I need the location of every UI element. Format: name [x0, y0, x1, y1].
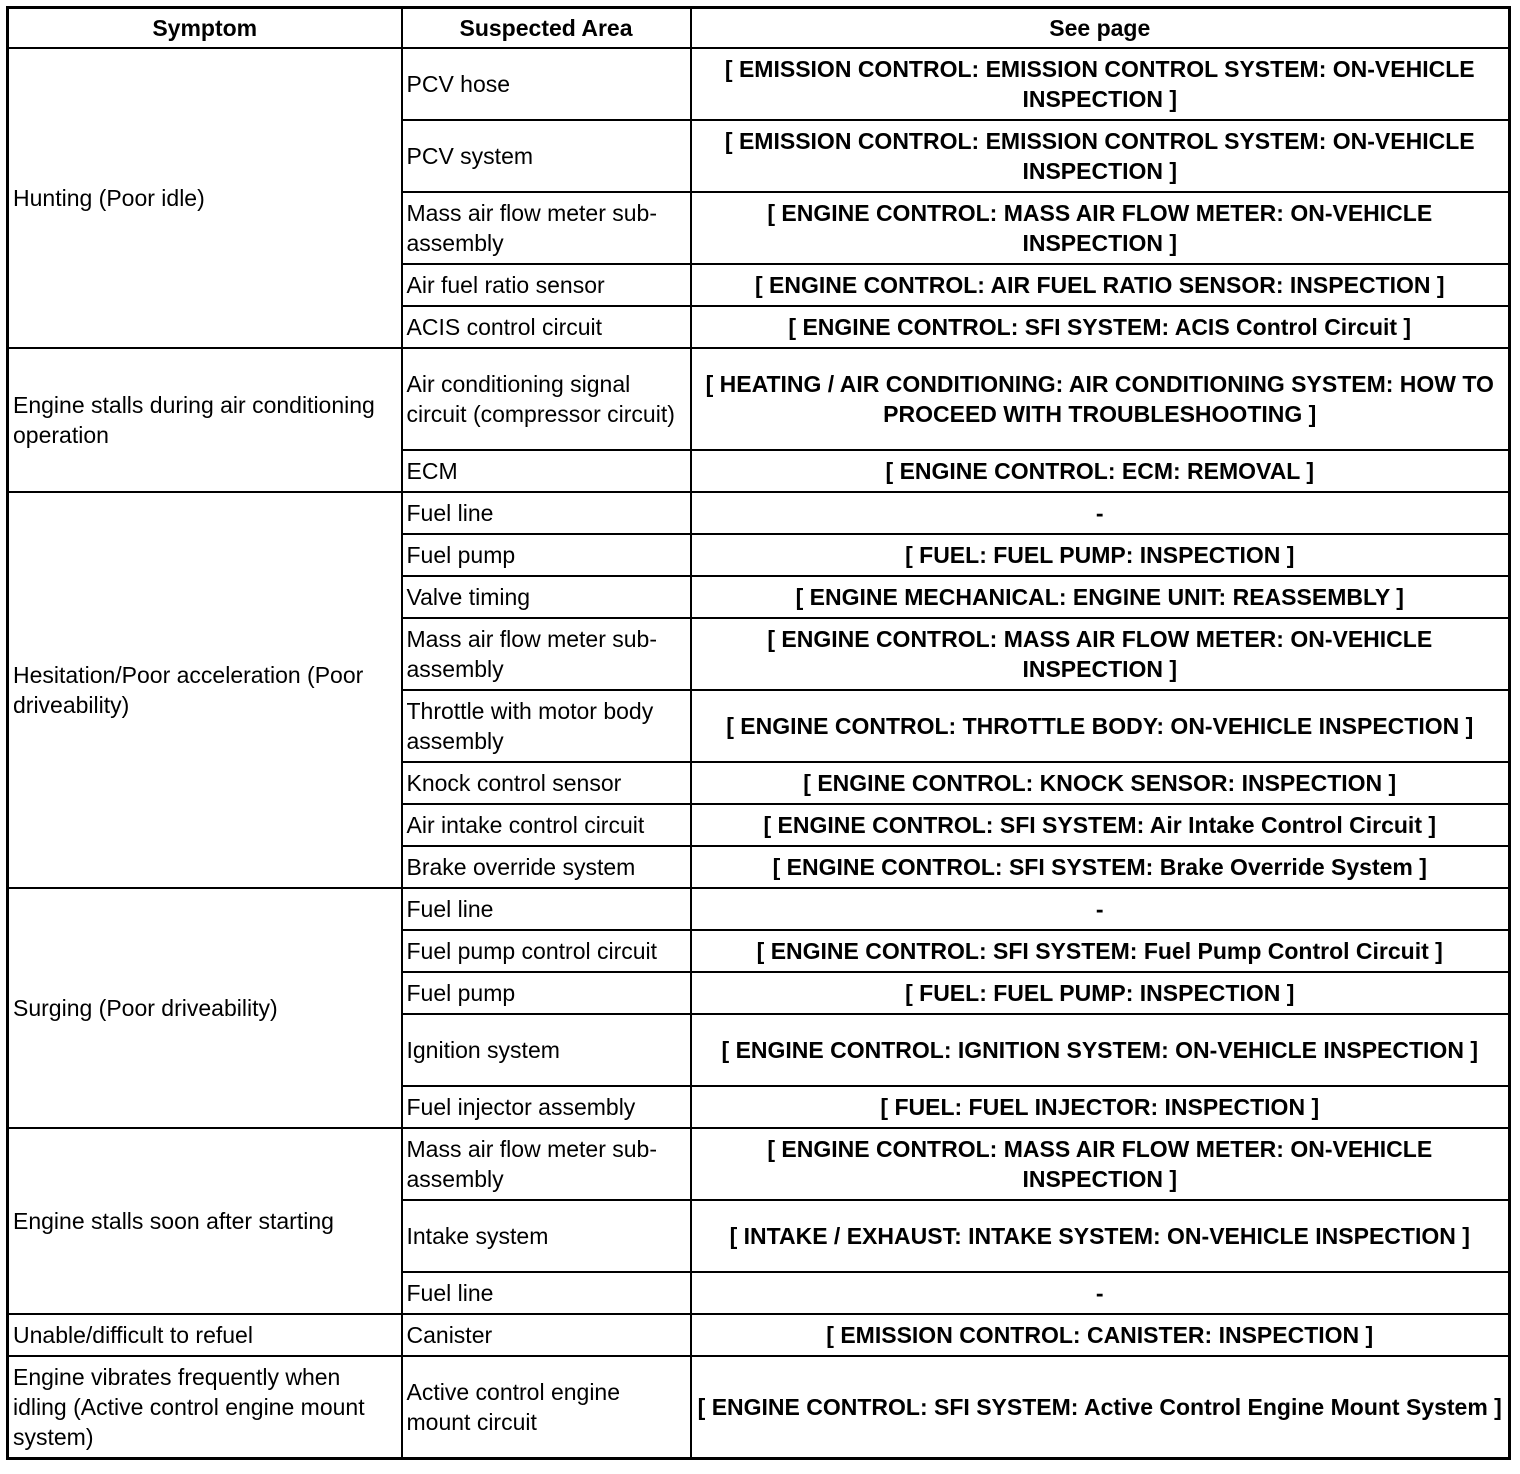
see-page-reference[interactable]: [ ENGINE CONTROL: MASS AIR FLOW METER: ON-VEHICLE INSPECTION ] — [691, 618, 1510, 690]
suspected-area-cell: Brake override system — [402, 846, 691, 888]
table-row — [8, 492, 1510, 534]
table-row — [8, 1128, 1510, 1200]
see-page-reference[interactable]: [ ENGINE CONTROL: SFI SYSTEM: ACIS Control Circuit ] — [691, 306, 1510, 348]
symptom-cell: Unable/difficult to refuel — [8, 1314, 402, 1356]
suspected-area-cell: Valve timing — [402, 576, 691, 618]
suspected-area-cell: Mass air flow meter sub-assembly — [402, 618, 691, 690]
table-row — [8, 888, 1510, 930]
see-page-reference[interactable]: [ ENGINE MECHANICAL: ENGINE UNIT: REASSEMBLY ] — [691, 576, 1510, 618]
suspected-area-cell: PCV system — [402, 120, 691, 192]
header-row — [8, 8, 1510, 49]
see-page-reference[interactable]: [ ENGINE CONTROL: THROTTLE BODY: ON-VEHICLE INSPECTION ] — [691, 690, 1510, 762]
see-page-reference: - — [691, 888, 1510, 930]
see-page-reference[interactable]: [ ENGINE CONTROL: SFI SYSTEM: Fuel Pump Control Circuit ] — [691, 930, 1510, 972]
table-row — [8, 1356, 1510, 1459]
see-page-reference[interactable]: [ EMISSION CONTROL: CANISTER: INSPECTION ] — [691, 1314, 1510, 1356]
suspected-area-cell: Fuel injector assembly — [402, 1086, 691, 1128]
suspected-area-cell: ECM — [402, 450, 691, 492]
see-page-reference[interactable]: [ ENGINE CONTROL: SFI SYSTEM: Brake Override System ] — [691, 846, 1510, 888]
suspected-area-cell: Mass air flow meter sub-assembly — [402, 192, 691, 264]
suspected-area-cell: Fuel line — [402, 492, 691, 534]
see-page-reference[interactable]: [ FUEL: FUEL INJECTOR: INSPECTION ] — [691, 1086, 1510, 1128]
troubleshooting-table — [6, 6, 1511, 1460]
symptom-cell: Hesitation/Poor acceleration (Poor driveability) — [8, 492, 402, 888]
see-page-reference[interactable]: [ HEATING / AIR CONDITIONING: AIR CONDITIONING SYSTEM: HOW TO PROCEED WITH TROUBLESHOOTING ] — [691, 348, 1510, 450]
header-see-page: See page — [691, 8, 1510, 49]
suspected-area-cell: Air fuel ratio sensor — [402, 264, 691, 306]
suspected-area-cell: Fuel pump — [402, 534, 691, 576]
table-row — [8, 1314, 1510, 1356]
symptom-cell: Surging (Poor driveability) — [8, 888, 402, 1128]
see-page-reference[interactable]: [ INTAKE / EXHAUST: INTAKE SYSTEM: ON-VEHICLE INSPECTION ] — [691, 1200, 1510, 1272]
suspected-area-cell: ACIS control circuit — [402, 306, 691, 348]
header-suspected-area: Suspected Area — [402, 8, 691, 49]
see-page-reference: - — [691, 492, 1510, 534]
suspected-area-cell: Knock control sensor — [402, 762, 691, 804]
suspected-area-cell: Fuel pump control circuit — [402, 930, 691, 972]
see-page-reference[interactable]: [ ENGINE CONTROL: ECM: REMOVAL ] — [691, 450, 1510, 492]
suspected-area-cell: Intake system — [402, 1200, 691, 1272]
symptom-cell: Engine stalls during air conditioning operation — [8, 348, 402, 492]
suspected-area-cell: Fuel line — [402, 888, 691, 930]
header-symptom: Symptom — [8, 8, 402, 49]
suspected-area-cell: Throttle with motor body assembly — [402, 690, 691, 762]
suspected-area-cell: Air conditioning signal circuit (compressor circuit) — [402, 348, 691, 450]
suspected-area-cell: Active control engine mount circuit — [402, 1356, 691, 1459]
see-page-reference[interactable]: [ EMISSION CONTROL: EMISSION CONTROL SYSTEM: ON-VEHICLE INSPECTION ] — [691, 48, 1510, 120]
suspected-area-cell: PCV hose — [402, 48, 691, 120]
see-page-reference: - — [691, 1272, 1510, 1314]
see-page-reference[interactable]: [ ENGINE CONTROL: MASS AIR FLOW METER: ON-VEHICLE INSPECTION ] — [691, 1128, 1510, 1200]
see-page-reference[interactable]: [ ENGINE CONTROL: KNOCK SENSOR: INSPECTION ] — [691, 762, 1510, 804]
suspected-area-cell: Ignition system — [402, 1014, 691, 1086]
see-page-reference[interactable]: [ EMISSION CONTROL: EMISSION CONTROL SYSTEM: ON-VEHICLE INSPECTION ] — [691, 120, 1510, 192]
symptom-cell: Engine stalls soon after starting — [8, 1128, 402, 1314]
see-page-reference[interactable]: [ ENGINE CONTROL: MASS AIR FLOW METER: ON-VEHICLE INSPECTION ] — [691, 192, 1510, 264]
see-page-reference[interactable]: [ ENGINE CONTROL: IGNITION SYSTEM: ON-VEHICLE INSPECTION ] — [691, 1014, 1510, 1086]
suspected-area-cell: Fuel line — [402, 1272, 691, 1314]
see-page-reference[interactable]: [ ENGINE CONTROL: SFI SYSTEM: Active Control Engine Mount System ] — [691, 1356, 1510, 1459]
symptom-cell: Engine vibrates frequently when idling (Active control engine mount system) — [8, 1356, 402, 1459]
see-page-reference[interactable]: [ FUEL: FUEL PUMP: INSPECTION ] — [691, 534, 1510, 576]
table-row — [8, 348, 1510, 450]
see-page-reference[interactable]: [ FUEL: FUEL PUMP: INSPECTION ] — [691, 972, 1510, 1014]
see-page-reference[interactable]: [ ENGINE CONTROL: AIR FUEL RATIO SENSOR: INSPECTION ] — [691, 264, 1510, 306]
table-body — [8, 48, 1510, 1459]
table-row — [8, 48, 1510, 120]
suspected-area-cell: Air intake control circuit — [402, 804, 691, 846]
see-page-reference[interactable]: [ ENGINE CONTROL: SFI SYSTEM: Air Intake Control Circuit ] — [691, 804, 1510, 846]
symptom-cell: Hunting (Poor idle) — [8, 48, 402, 348]
suspected-area-cell: Canister — [402, 1314, 691, 1356]
suspected-area-cell: Mass air flow meter sub-assembly — [402, 1128, 691, 1200]
suspected-area-cell: Fuel pump — [402, 972, 691, 1014]
